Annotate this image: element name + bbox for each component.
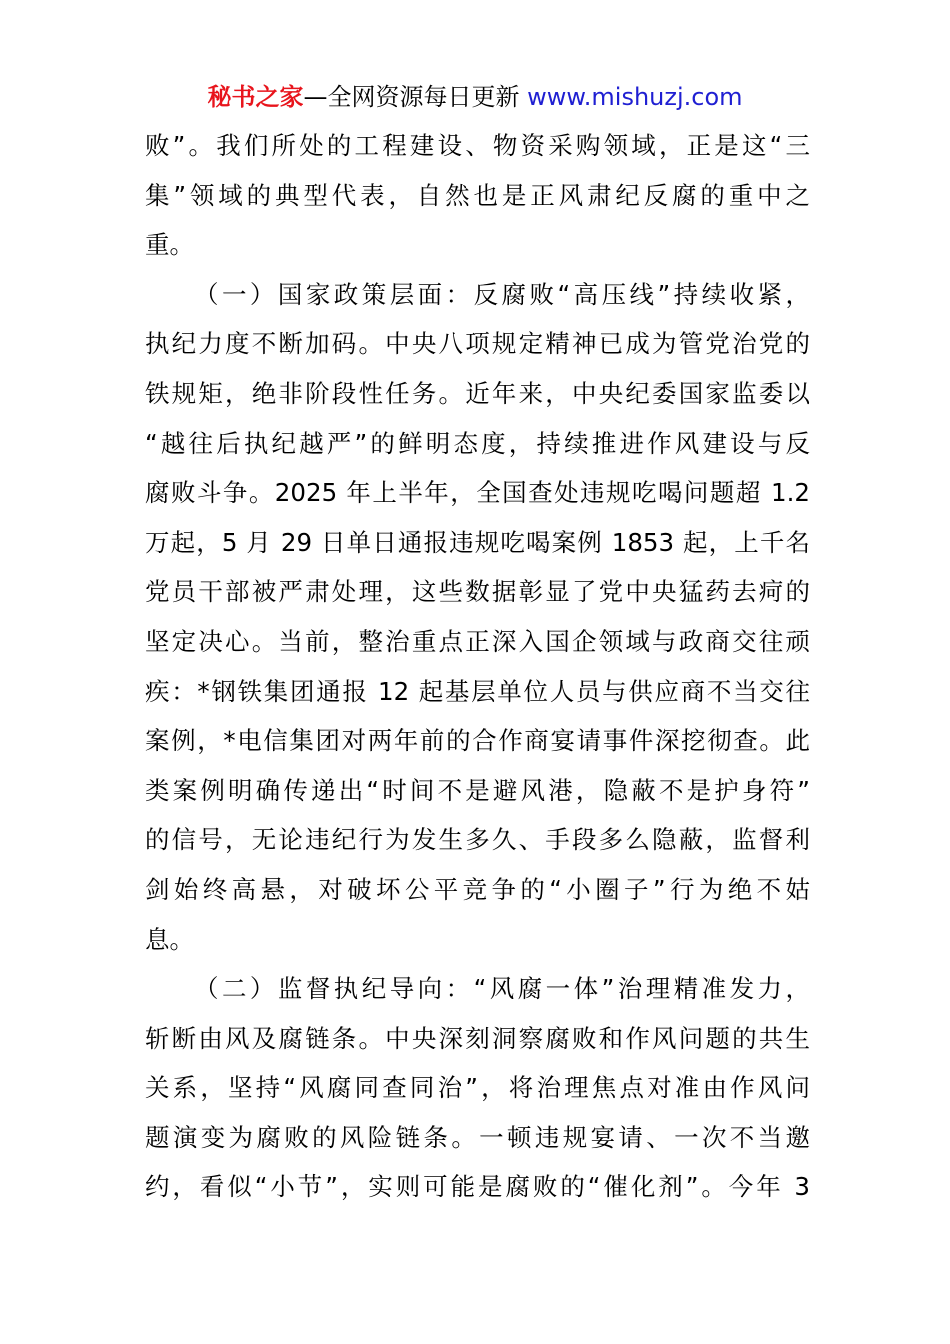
site-url-link[interactable]: www.mishuzj.com [527, 83, 743, 111]
text-line: 约，看似“小节”，实则可能是腐败的“催化剂”。今年 3 [145, 1172, 810, 1202]
text-line: 铁规矩，绝非阶段性任务。近年来，中央纪委国家监委以 [145, 378, 810, 408]
site-brand: 秘书之家 [207, 83, 304, 111]
text-line: 重。 [145, 230, 194, 260]
text-line: 万起，5 月 29 日单日通报违规吃喝案例 1853 起，上千名 [145, 527, 810, 557]
site-tagline: —全网资源每日更新 [303, 83, 520, 111]
text-line: 关系，坚持“风腐同查同治”，将治理焦点对准由作风问 [145, 1073, 810, 1103]
text-line: 剑始终高悬，对破坏公平竞争的“小圈子”行为绝不姑 [145, 874, 810, 904]
text-line: 败”。我们所处的工程建设、物资采购领域，正是这“三 [145, 131, 810, 160]
text-line: 案例，*电信集团对两年前的合作商宴请事件深挖彻查。此 [145, 726, 810, 756]
text-line: 的信号，无论违纪行为发生多久、手段多么隐蔽，监督利 [145, 825, 810, 855]
document-body [145, 121, 810, 1212]
text-line: “越往后执纪越严”的鲜明态度，持续推进作风建设与反 [145, 428, 810, 458]
text-line: 腐败斗争。2025 年上半年，全国查处违规吃喝问题超 1.2 [145, 478, 810, 508]
text-line: 坚定决心。当前，整治重点正深入国企领域与政商交往顽 [145, 626, 810, 656]
text-line: 息。 [145, 924, 194, 954]
text-line: 类案例明确传递出“时间不是避风港，隐蔽不是护身符” [145, 775, 810, 805]
text-line: 疾：*钢铁集团通报 12 起基层单位人员与供应商不当交往 [145, 676, 810, 706]
text-line: 斩断由风及腐链条。中央深刻洞察腐败和作风问题的共生 [145, 1023, 810, 1053]
text-line: 集”领域的典型代表，自然也是正风肃纪反腐的重中之 [145, 180, 810, 210]
site-header [0, 80, 950, 114]
section-heading-line: （一）国家政策层面：反腐败“高压线”持续收紧， [194, 279, 810, 309]
text-line: 题演变为腐败的风险链条。一顿违规宴请、一次不当邀 [145, 1122, 810, 1152]
text-line: 执纪力度不断加码。中央八项规定精神已成为管党治党的 [145, 329, 810, 359]
section-heading-line: （二）监督执纪导向：“风腐一体”治理精准发力， [194, 974, 810, 1004]
text-line: 党员干部被严肃处理，这些数据彰显了党中央猛药去疴的 [145, 577, 810, 607]
